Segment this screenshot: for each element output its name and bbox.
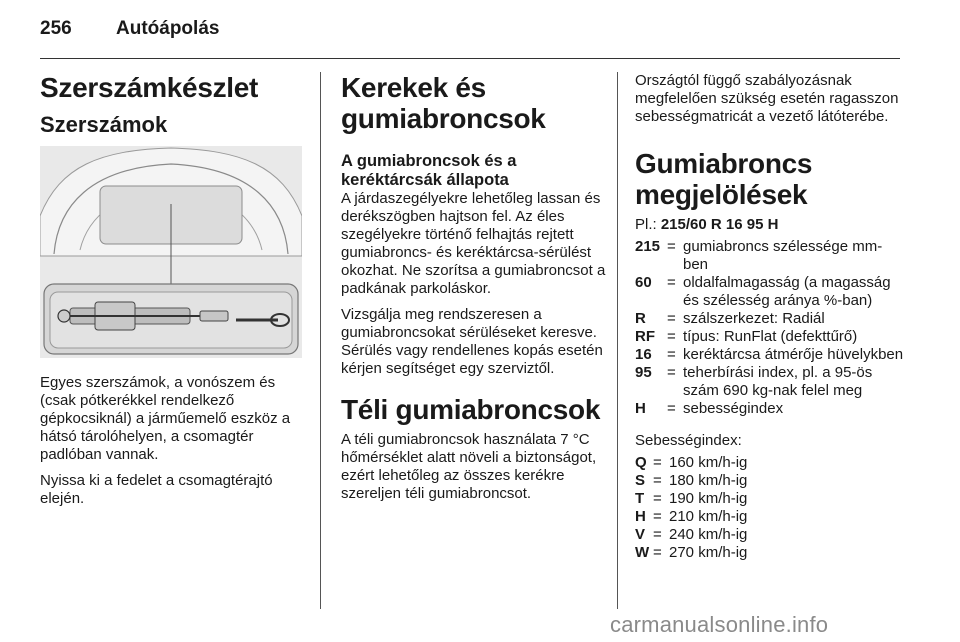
equals-sign: = [667, 346, 676, 363]
definition-row [635, 274, 905, 310]
definition-value: 180 km/h-ig [669, 472, 748, 489]
page-number: 256 [40, 18, 72, 39]
speed-index-row [635, 490, 905, 508]
winter-tyres-paragraph: A téli gumiabroncsok használata 7 °C hőmérséklet alatt növeli a biztonságot, ezért lehetőleg az összes kerékre szereljen téli gumiabroncsot. [341, 431, 597, 502]
definition-value: 160 km/h-ig [669, 454, 748, 471]
equals-sign: = [667, 328, 676, 345]
equals-sign: = [653, 508, 662, 525]
definition-row [635, 328, 905, 346]
tools-illustration [40, 146, 302, 358]
speed-index-list [635, 454, 905, 562]
definition-key: Q [635, 454, 647, 471]
page-header [40, 18, 219, 40]
section-title-wheels: Kerekek és gumiabroncsok [341, 72, 546, 134]
definition-value: 270 km/h-ig [669, 544, 748, 561]
definition-key: RF [635, 328, 655, 345]
definition-value: gumiabroncs szélessége mm-ben [683, 238, 883, 273]
watermark: carmanualsonline.info [610, 612, 829, 637]
definition-key: V [635, 526, 646, 543]
subsection-title-condition: A gumiabroncsok és a keréktárcsák állapota [341, 152, 517, 189]
equals-sign: = [667, 274, 676, 291]
definition-row [635, 238, 905, 274]
speed-index-row [635, 508, 905, 526]
equals-sign: = [653, 490, 662, 507]
definition-key: S [635, 472, 646, 489]
header-divider [40, 58, 900, 59]
definition-key: T [635, 490, 645, 507]
equals-sign: = [653, 526, 662, 543]
column-divider-2 [617, 72, 618, 609]
equals-sign: = [653, 454, 662, 471]
definition-key: 95 [635, 364, 652, 381]
column-tyre-markings [635, 72, 905, 562]
condition-paragraph-1: A járdaszegélyekre lehetőleg lassan és derékszögben hajtson fel. Az éles szegélyekre történő felhajtás rejtett gumiabroncs- és keréktárcsa-sérülést okozhat. Ne szorítsa a gumiabroncsot a padkának parkoláskor. [341, 190, 606, 297]
speed-sticker-paragraph: Országtól függő szabályozásnak megfelelően szükség esetén ragasszon sebességmatricát a vezető látóterébe. [635, 72, 899, 125]
definition-value: 210 km/h-ig [669, 508, 748, 525]
definition-row [635, 310, 905, 328]
definition-key: H [635, 400, 646, 417]
column-toolkit [40, 72, 308, 508]
definition-key: W [635, 544, 650, 561]
condition-paragraph-2: Vizsgálja meg rendszeresen a gumiabroncsokat sérüléseket keresve. Sérülés vagy rendellenes kopás esetén kérjen segítséget egy szerviztől. [341, 306, 603, 377]
tools-paragraph-2: Nyissa ki a fedelet a csomagtérajtó elején. [40, 472, 273, 507]
equals-sign: = [667, 364, 676, 381]
definition-row [635, 364, 905, 400]
column-wheels [341, 72, 607, 503]
equals-sign: = [653, 472, 662, 489]
equals-sign: = [667, 238, 676, 255]
definition-value: sebességindex [683, 400, 784, 417]
definition-value: szálszerkezet: Radiál [683, 310, 825, 327]
section-title-toolkit: Szerszámkészlet [40, 72, 259, 103]
definition-key: R [635, 310, 646, 327]
subsection-title-tools: Szerszámok [40, 112, 168, 137]
column-divider-1 [320, 72, 321, 609]
definition-value: teherbírási index, pl. a 95-ös szám 690 kg-nak felel meg [683, 364, 873, 399]
definition-key: 215 [635, 238, 661, 255]
definition-row [635, 346, 905, 364]
definition-value: keréktárcsa átmérője hüvelykben [683, 346, 904, 363]
marking-definitions [635, 238, 905, 418]
section-title-tyre-markings: Gumiabroncs megjelölések [635, 148, 813, 210]
marking-example: Pl.: 215/60 R 16 95 H [635, 216, 779, 233]
speed-index-row [635, 526, 905, 544]
definition-key: 16 [635, 346, 652, 363]
tools-paragraph-1: Egyes szerszámok, a vonószem és (csak pótkerékkel rendelkező gépkocsiknál) a járműemelő eszköz a hátsó tárolóhelyen, a csomagtér padlóban vannak. [40, 374, 291, 463]
speed-index-row [635, 454, 905, 472]
speed-index-title: Sebességindex: [635, 432, 742, 449]
equals-sign: = [667, 400, 676, 417]
chapter-title: Autóápolás [116, 18, 220, 39]
definition-value: 190 km/h-ig [669, 490, 748, 507]
definition-row [635, 400, 905, 418]
definition-value: oldalfalmagasság (a magasság és szélesség aránya %-ban) [683, 274, 891, 309]
definition-key: 60 [635, 274, 652, 291]
definition-value: 240 km/h-ig [669, 526, 748, 543]
equals-sign: = [667, 310, 676, 327]
equals-sign: = [653, 544, 662, 561]
definition-value: típus: RunFlat (defekttűrő) [683, 328, 858, 345]
section-title-winter-tyres: Téli gumiabroncsok [341, 394, 601, 425]
speed-index-row [635, 544, 905, 562]
speed-index-row [635, 472, 905, 490]
definition-key: H [635, 508, 646, 525]
